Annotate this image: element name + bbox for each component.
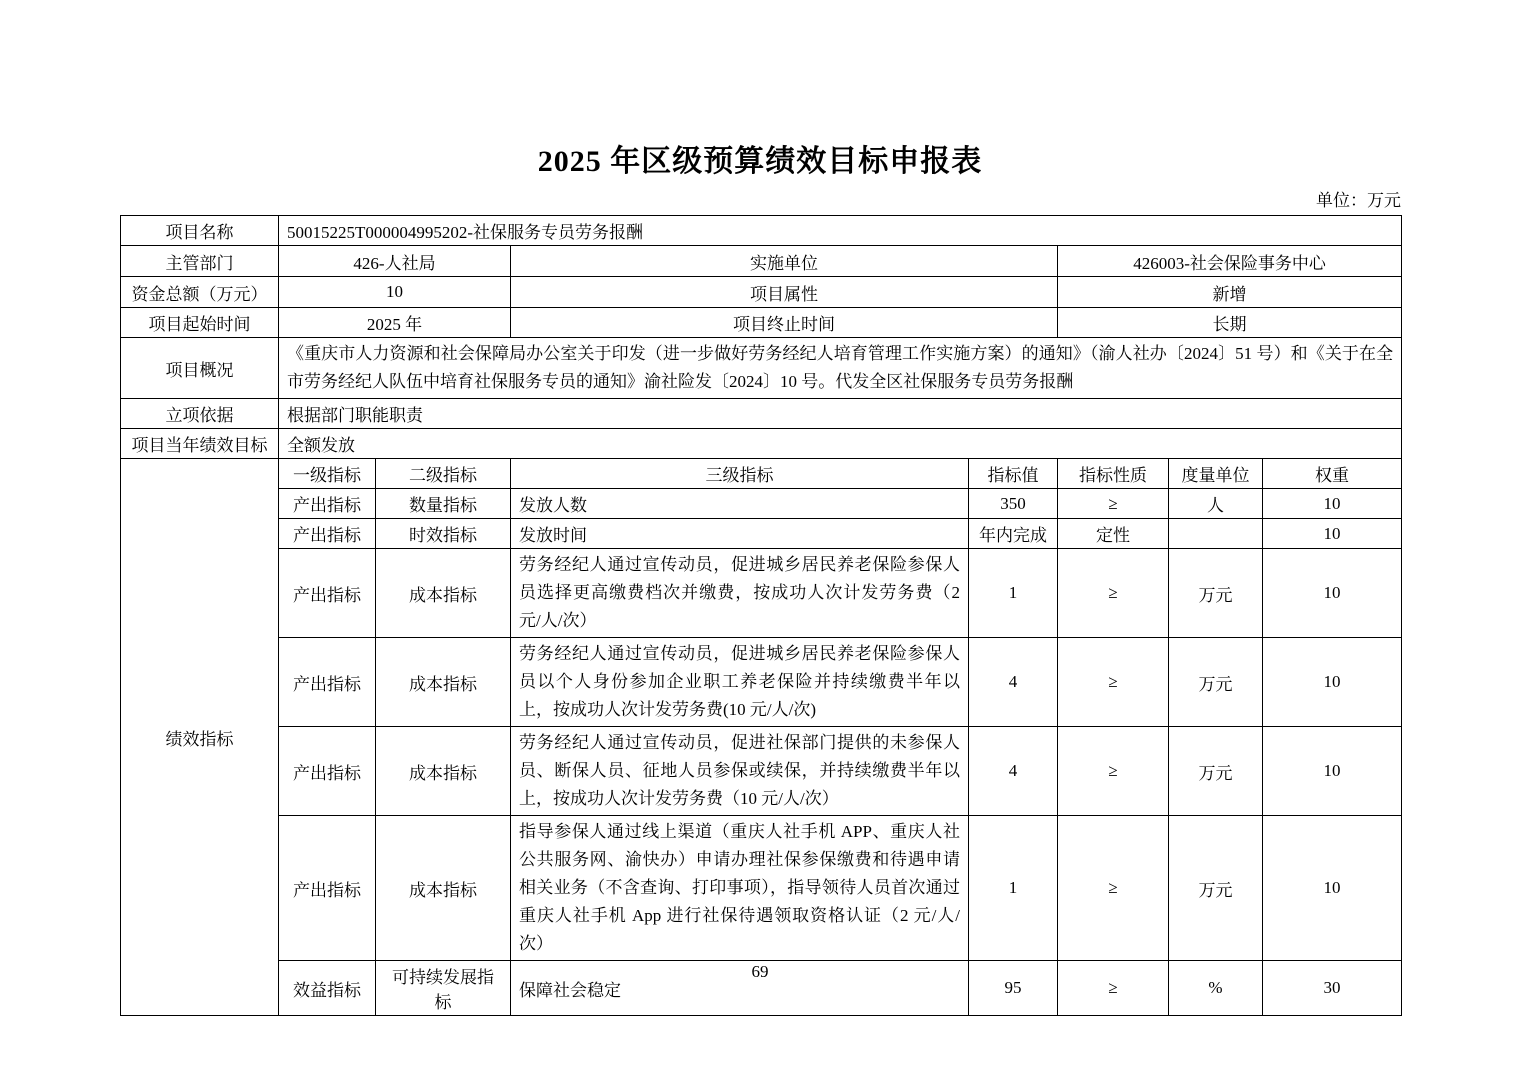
- indicator-level3-cell: 劳务经纪人通过宣传动员，促进城乡居民养老保险参保人员以个人身份参加企业职工养老保险并持续缴费半年以上，按成功人次计发劳务费(10 元/人/次): [511, 638, 969, 727]
- indicator-level2-cell: 数量指标: [376, 489, 511, 519]
- indicator-row: [121, 816, 1402, 961]
- indicator-weight-cell: 10: [1263, 727, 1402, 816]
- indicator-level1-cell: 效益指标: [279, 961, 376, 1016]
- indicator-row: [121, 638, 1402, 727]
- indicator-level2-cell: 可持续发展指标: [376, 961, 511, 1016]
- total-fund-label: 资金总额（万元）: [121, 277, 279, 308]
- indicator-nature-cell: ≥: [1058, 638, 1169, 727]
- table-row: [121, 246, 1402, 277]
- indicator-nature-cell: ≥: [1058, 816, 1169, 961]
- indicator-header-row: [121, 459, 1402, 489]
- indicator-row: [121, 489, 1402, 519]
- indicator-level2-cell: 时效指标: [376, 519, 511, 549]
- project-name-value: 50015225T000004995202-社保服务专员劳务报酬: [279, 216, 1402, 246]
- indicator-row: [121, 727, 1402, 816]
- indicator-value-cell: 1: [969, 549, 1058, 638]
- indicator-level3-cell: 劳务经纪人通过宣传动员，促进社保部门提供的未参保人员、断保人员、征地人员参保或续保，并持续缴费半年以上，按成功人次计发劳务费（10 元/人/次）: [511, 727, 969, 816]
- indicator-level3-cell: 指导参保人通过线上渠道（重庆人社手机 APP、重庆人社公共服务网、渝快办）申请办理社保参保缴费和待遇申请相关业务（不含查询、打印事项），指导领待人员首次通过重庆人社手机 App 进行社保待遇领取资格认证（2 元/人/次）: [511, 816, 969, 961]
- table-row: [121, 308, 1402, 338]
- header-level1: 一级指标: [279, 459, 376, 489]
- project-name-label: 项目名称: [121, 216, 279, 246]
- indicator-level1-cell: 产出指标: [279, 816, 376, 961]
- indicator-weight-cell: 30: [1263, 961, 1402, 1016]
- indicator-level1-cell: 产出指标: [279, 489, 376, 519]
- total-fund-value: 10: [279, 277, 511, 308]
- indicator-value-cell: 年内完成: [969, 519, 1058, 549]
- indicator-level2-cell: 成本指标: [376, 549, 511, 638]
- basis-label: 立项依据: [121, 399, 279, 429]
- indicator-value-cell: 4: [969, 727, 1058, 816]
- indicator-level3-cell: 发放人数: [511, 489, 969, 519]
- indicator-unit-cell: 人: [1169, 489, 1263, 519]
- indicator-row: [121, 549, 1402, 638]
- indicator-value-cell: 4: [969, 638, 1058, 727]
- indicator-level1-cell: 产出指标: [279, 519, 376, 549]
- indicator-weight-cell: 10: [1263, 489, 1402, 519]
- page-title: 2025 年区级预算绩效目标申报表: [537, 145, 983, 178]
- indicator-weight-cell: 10: [1263, 816, 1402, 961]
- department-value: 426-人社局: [279, 246, 511, 277]
- indicator-unit-cell: 万元: [1169, 638, 1263, 727]
- indicator-level1-cell: 产出指标: [279, 727, 376, 816]
- table-row: [121, 429, 1402, 459]
- indicator-level3-cell: 发放时间: [511, 519, 969, 549]
- table-row: [121, 277, 1402, 308]
- overview-label: 项目概况: [121, 338, 279, 399]
- header-level2: 二级指标: [376, 459, 511, 489]
- performance-label: 绩效指标: [121, 459, 279, 1016]
- department-label: 主管部门: [121, 246, 279, 277]
- indicator-weight-cell: 10: [1263, 519, 1402, 549]
- indicator-nature-cell: ≥: [1058, 961, 1169, 1016]
- header-unit: 度量单位: [1169, 459, 1263, 489]
- indicator-level1-cell: 产出指标: [279, 549, 376, 638]
- indicator-row: [121, 519, 1402, 549]
- declaration-table: [120, 215, 1402, 1016]
- indicator-weight-cell: 10: [1263, 549, 1402, 638]
- table-row: [121, 338, 1402, 399]
- overview-value: 《重庆市人力资源和社会保障局办公室关于印发（进一步做好劳务经纪人培育管理工作实施方案）的通知》（渝人社办〔2024〕51 号）和《关于在全市劳务经纪人队伍中培育社保服务专员的通知》渝社险发〔2024〕10 号。代发全区社保服务专员劳务报酬: [279, 338, 1402, 399]
- implement-unit-value: 426003-社会保险事务中心: [1058, 246, 1402, 277]
- header-level3: 三级指标: [511, 459, 969, 489]
- indicator-value-cell: 95: [969, 961, 1058, 1016]
- indicator-unit-cell: 万元: [1169, 816, 1263, 961]
- annual-goal-value: 全额发放: [279, 429, 1402, 459]
- implement-unit-label: 实施单位: [511, 246, 1058, 277]
- header-value: 指标值: [969, 459, 1058, 489]
- table-row: [121, 399, 1402, 429]
- indicator-unit-cell: 万元: [1169, 727, 1263, 816]
- indicator-nature-cell: 定性: [1058, 519, 1169, 549]
- indicator-unit-cell: %: [1169, 961, 1263, 1016]
- indicator-unit-cell: 万元: [1169, 549, 1263, 638]
- indicator-nature-cell: ≥: [1058, 549, 1169, 638]
- project-attribute-value: 新增: [1058, 277, 1402, 308]
- page-number: 69: [751, 962, 769, 981]
- unit-note: 单位：万元: [1316, 191, 1401, 210]
- basis-value: 根据部门职能职责: [279, 399, 1402, 429]
- indicator-value-cell: 350: [969, 489, 1058, 519]
- indicator-unit-cell: [1169, 519, 1263, 549]
- indicator-level3-cell: 保障社会稳定: [511, 961, 969, 1016]
- start-time-label: 项目起始时间: [121, 308, 279, 338]
- indicator-level2-cell: 成本指标: [376, 638, 511, 727]
- start-time-value: 2025 年: [279, 308, 511, 338]
- project-attribute-label: 项目属性: [511, 277, 1058, 308]
- indicator-level2-cell: 成本指标: [376, 816, 511, 961]
- indicator-nature-cell: ≥: [1058, 489, 1169, 519]
- indicator-nature-cell: ≥: [1058, 727, 1169, 816]
- indicator-level3-cell: 劳务经纪人通过宣传动员，促进城乡居民养老保险参保人员选择更高缴费档次并缴费，按成功人次计发劳务费（2 元/人/次）: [511, 549, 969, 638]
- indicator-level1-cell: 产出指标: [279, 638, 376, 727]
- annual-goal-label: 项目当年绩效目标: [121, 429, 279, 459]
- header-weight: 权重: [1263, 459, 1402, 489]
- header-nature: 指标性质: [1058, 459, 1169, 489]
- indicator-level2-cell: 成本指标: [376, 727, 511, 816]
- indicator-weight-cell: 10: [1263, 638, 1402, 727]
- indicator-value-cell: 1: [969, 816, 1058, 961]
- table-row: [121, 216, 1402, 246]
- end-time-label: 项目终止时间: [511, 308, 1058, 338]
- end-time-value: 长期: [1058, 308, 1402, 338]
